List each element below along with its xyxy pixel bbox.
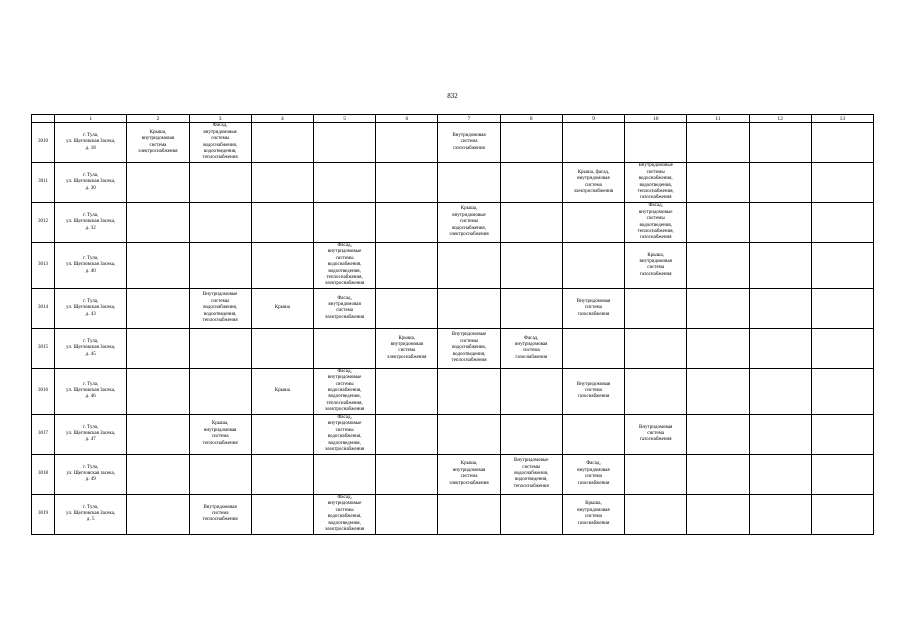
- work-cell: [811, 328, 873, 368]
- column-header: 10: [625, 115, 687, 123]
- work-cell: Крыша, внутридомовая система электроснабжения: [127, 123, 189, 163]
- work-cell: [376, 494, 438, 534]
- address-cell: г. Тула, ул. Щегловская Засека, д. 30: [55, 163, 127, 203]
- work-cell: [811, 454, 873, 494]
- work-cell: [189, 328, 251, 368]
- work-cell: [438, 368, 500, 414]
- work-cell: Крыша, внутридомовая система теплоснабжения: [189, 414, 251, 454]
- work-cell: [127, 203, 189, 243]
- work-cell: [625, 123, 687, 163]
- work-cell: Внутридомовая система газоснабжения: [562, 288, 624, 328]
- work-cell: [251, 243, 313, 289]
- page-number: 832: [447, 92, 458, 100]
- column-header: 13: [811, 115, 873, 123]
- address-cell: г. Тула, ул. Щегловская Засека, д. 43: [55, 288, 127, 328]
- work-cell: [625, 328, 687, 368]
- work-cell: Фасад, внутридомовая система газоснабжения: [500, 328, 562, 368]
- work-cell: Крыша: [251, 368, 313, 414]
- row-number: 3010: [32, 123, 55, 163]
- work-cell: Внутридомовые системы водоснабжения, водоотведения, теплоснабжения: [189, 288, 251, 328]
- work-cell: [127, 414, 189, 454]
- table-row: [32, 163, 874, 203]
- work-cell: Фасад, внутридомовая система газоснабжения: [562, 454, 624, 494]
- work-cell: [189, 454, 251, 494]
- row-number: 3012: [32, 203, 55, 243]
- table-body: [32, 123, 874, 535]
- column-header: 1: [55, 115, 127, 123]
- work-cell: Фасад, внутридомовые системы водоснабжения, водоотведения, теплоснабжения, электроснабжения: [313, 243, 375, 289]
- row-number: 3015: [32, 328, 55, 368]
- table-row: [32, 243, 874, 289]
- column-header: 3: [189, 115, 251, 123]
- work-cell: [687, 328, 749, 368]
- work-cell: [251, 163, 313, 203]
- work-cell: [376, 454, 438, 494]
- work-cell: [811, 163, 873, 203]
- work-cell: [562, 203, 624, 243]
- work-cell: [189, 243, 251, 289]
- work-cell: Внутридомовая система газоснабжения: [625, 414, 687, 454]
- work-cell: [500, 203, 562, 243]
- work-cell: [313, 454, 375, 494]
- work-cell: [625, 454, 687, 494]
- work-cell: Внутридомовая система газоснабжения: [438, 123, 500, 163]
- column-header: 12: [749, 115, 811, 123]
- address-cell: г. Тула, ул. Щегловская Засека, д. 47: [55, 414, 127, 454]
- work-cell: Крыша, внутридомовая система электроснабжения: [438, 454, 500, 494]
- work-cell: [251, 203, 313, 243]
- work-cell: [313, 163, 375, 203]
- work-cell: Фасад, внутридомовые системы водоснабжения, водоотведения, теплоснабжения: [189, 123, 251, 163]
- work-cell: [749, 243, 811, 289]
- work-cell: [189, 203, 251, 243]
- table-row: [32, 494, 874, 534]
- work-cell: Внутридомовая система теплоснабжения: [189, 494, 251, 534]
- table-row: [32, 123, 874, 163]
- work-cell: [500, 243, 562, 289]
- work-cell: Внутридомовые системы водоснабжения, водоотведения, теплоснабжения, газоснабжения: [625, 163, 687, 203]
- column-header: 11: [687, 115, 749, 123]
- work-cell: [127, 163, 189, 203]
- work-cell: [749, 414, 811, 454]
- work-cell: [251, 494, 313, 534]
- work-cell: [811, 203, 873, 243]
- work-cell: [127, 494, 189, 534]
- work-cell: Фасад, внутридомовые системы водоснабжения, водоотведения, теплоснабжения, электроснабжения: [313, 368, 375, 414]
- address-cell: г. Тула, ул. Щегловская Засека, д. 32: [55, 203, 127, 243]
- column-header: 9: [562, 115, 624, 123]
- work-cell: Внутридомовые системы водоснабжения, водоотведения, теплоснабжения: [438, 328, 500, 368]
- work-cell: [376, 414, 438, 454]
- work-cell: [687, 368, 749, 414]
- work-cell: Крыша, внутридомовая система газоснабжения: [562, 494, 624, 534]
- work-cell: [376, 368, 438, 414]
- table-row: [32, 328, 874, 368]
- work-cell: [811, 414, 873, 454]
- work-cell: [687, 203, 749, 243]
- work-cell: Крыша, внутридомовые системы водоснабжения, электроснабжения: [438, 203, 500, 243]
- work-cell: [687, 454, 749, 494]
- work-cell: [749, 328, 811, 368]
- work-cell: Внутридомовая система газоснабжения: [562, 368, 624, 414]
- work-cell: Фасад, внутридомовая система электроснабжения: [313, 288, 375, 328]
- row-number: 3011: [32, 163, 55, 203]
- header-row: [32, 115, 874, 123]
- row-number: 3016: [32, 368, 55, 414]
- work-cell: [749, 368, 811, 414]
- work-cell: [500, 123, 562, 163]
- address-cell: г. Тула, ул. Щегловская Засека, д. 5: [55, 494, 127, 534]
- work-cell: [811, 123, 873, 163]
- work-cell: Фасад, внутридомовые системы водоснабжения, водоотведения, электроснабжения: [313, 414, 375, 454]
- work-cell: [687, 123, 749, 163]
- column-header: 7: [438, 115, 500, 123]
- work-cell: [687, 243, 749, 289]
- work-cell: [376, 288, 438, 328]
- row-number: 3017: [32, 414, 55, 454]
- work-cell: [313, 203, 375, 243]
- work-cell: [687, 163, 749, 203]
- work-cell: [251, 328, 313, 368]
- work-cell: [127, 243, 189, 289]
- work-cell: [625, 494, 687, 534]
- address-cell: г. Тула, ул. Щегловская Засека, д. 45: [55, 328, 127, 368]
- work-cell: [500, 163, 562, 203]
- work-cell: [251, 414, 313, 454]
- row-number: 3018: [32, 454, 55, 494]
- work-cell: [313, 328, 375, 368]
- work-cell: Фасад, внутридомовые системы водоотведения, теплоснабжения, газоснабжения: [625, 203, 687, 243]
- work-cell: [189, 368, 251, 414]
- work-cell: [562, 414, 624, 454]
- work-cell: [749, 203, 811, 243]
- work-cell: [562, 328, 624, 368]
- table-row: [32, 368, 874, 414]
- work-cell: [376, 243, 438, 289]
- address-cell: г. Тула, ул. Щегловская Засека, д. 40: [55, 243, 127, 289]
- work-cell: [438, 494, 500, 534]
- work-cell: [376, 163, 438, 203]
- work-cell: [811, 494, 873, 534]
- work-cell: [127, 368, 189, 414]
- work-cell: [189, 163, 251, 203]
- work-cell: [376, 203, 438, 243]
- work-cell: [687, 494, 749, 534]
- header-num-blank: [32, 115, 55, 123]
- column-header: 6: [376, 115, 438, 123]
- work-cell: [438, 163, 500, 203]
- work-cell: [562, 123, 624, 163]
- work-cell: Крыша, фасад, внутридомовая система электроснабжения: [562, 163, 624, 203]
- work-cell: [127, 328, 189, 368]
- work-cell: [811, 288, 873, 328]
- work-cell: Фасад, внутридомовые системы водоснабжения, водоотведения, электроснабжения: [313, 494, 375, 534]
- column-header: 5: [313, 115, 375, 123]
- work-cell: [749, 494, 811, 534]
- work-cell: Крыша, внутридомовая система электроснабжения: [376, 328, 438, 368]
- work-cell: [438, 243, 500, 289]
- column-header: 4: [251, 115, 313, 123]
- work-cell: [500, 494, 562, 534]
- work-cell: [127, 288, 189, 328]
- work-cell: [562, 243, 624, 289]
- work-cell: Крыша: [251, 288, 313, 328]
- address-cell: г. Тула, ул. Щегловская Засека, д. 18: [55, 123, 127, 163]
- work-cell: [376, 123, 438, 163]
- row-number: 3019: [32, 494, 55, 534]
- repair-schedule-table: [31, 114, 874, 535]
- work-cell: [500, 368, 562, 414]
- work-cell: [811, 243, 873, 289]
- work-cell: [811, 368, 873, 414]
- column-header: 8: [500, 115, 562, 123]
- work-cell: [313, 123, 375, 163]
- work-cell: Крыша, внутридомовая система газоснабжения: [625, 243, 687, 289]
- table-row: [32, 203, 874, 243]
- work-cell: [500, 288, 562, 328]
- work-cell: [687, 288, 749, 328]
- column-header: 2: [127, 115, 189, 123]
- work-cell: [749, 123, 811, 163]
- work-cell: [625, 368, 687, 414]
- table-row: [32, 414, 874, 454]
- work-cell: [251, 123, 313, 163]
- work-cell: [687, 414, 749, 454]
- work-cell: [749, 288, 811, 328]
- work-cell: [127, 454, 189, 494]
- row-number: 3013: [32, 243, 55, 289]
- work-cell: [438, 288, 500, 328]
- work-cell: Внутридомовые системы водоснабжения, водоотведения, теплоснабжения: [500, 454, 562, 494]
- address-cell: г. Тула, ул. Щегловская засека, д. 49: [55, 454, 127, 494]
- address-cell: г. Тула, ул. Щегловская Засека, д. 46: [55, 368, 127, 414]
- table-row: [32, 454, 874, 494]
- row-number: 3014: [32, 288, 55, 328]
- work-cell: [251, 454, 313, 494]
- work-cell: [500, 414, 562, 454]
- work-cell: [625, 288, 687, 328]
- work-cell: [749, 163, 811, 203]
- work-cell: [749, 454, 811, 494]
- table-row: [32, 288, 874, 328]
- work-cell: [438, 414, 500, 454]
